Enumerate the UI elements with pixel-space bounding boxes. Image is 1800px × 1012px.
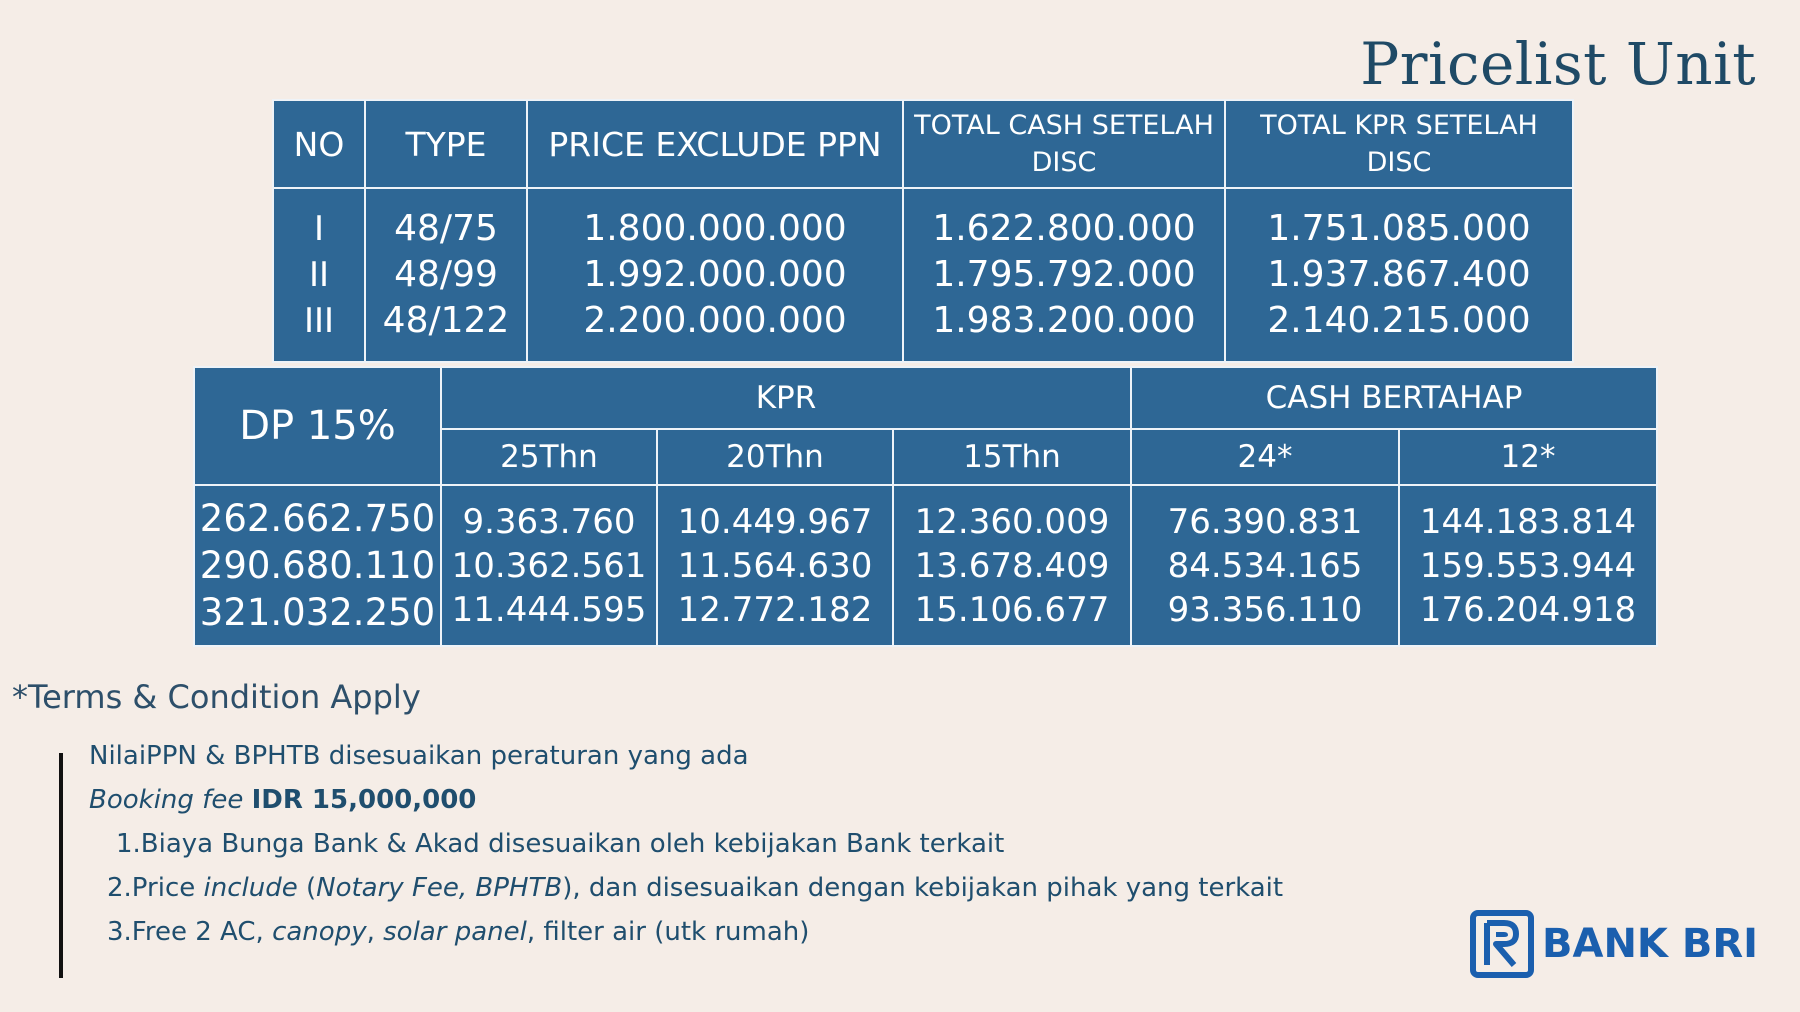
kpr25-column-values: 9.363.760 10.362.561 11.444.595 — [441, 485, 657, 646]
header-no: NO — [273, 100, 365, 188]
header-kpr-15: 15Thn — [893, 429, 1131, 485]
header-cash-24: 24* — [1131, 429, 1399, 485]
note-item-2: 2.Price include (Notary Fee, BPHTB), dan disesuaikan dengan kebijakan pihak yang terkait — [107, 873, 1284, 903]
kpr20-column-values: 10.449.967 11.564.630 12.772.182 — [657, 485, 893, 646]
bank-bri-logo — [1470, 910, 1758, 978]
header-type: TYPE — [365, 100, 527, 188]
header-total-cash: TOTAL CASH SETELAH DISC — [903, 100, 1225, 188]
header-kpr: KPR — [441, 367, 1131, 429]
price-table — [272, 99, 1574, 363]
note-ppn-bphtb: NilaiPPN & BPHTB disesuaikan peraturan yang ada — [89, 741, 749, 771]
payment-table — [193, 366, 1658, 647]
header-kpr-25: 25Thn — [441, 429, 657, 485]
header-cash-12: 12* — [1399, 429, 1657, 485]
type-column-values: 48/75 48/99 48/122 — [365, 188, 527, 362]
cash-column-values: 1.622.800.000 1.795.792.000 1.983.200.000 — [903, 188, 1225, 362]
no-column-values: I II III — [273, 188, 365, 362]
cash12-column-values: 144.183.814 159.553.944 176.204.918 — [1399, 485, 1657, 646]
header-total-kpr: TOTAL KPR SETELAH DISC — [1225, 100, 1573, 188]
header-kpr-20: 20Thn — [657, 429, 893, 485]
cash24-column-values: 76.390.831 84.534.165 93.356.110 — [1131, 485, 1399, 646]
bri-logo-icon — [1470, 910, 1534, 978]
price-column-values: 1.800.000.000 1.992.000.000 2.200.000.000 — [527, 188, 903, 362]
terms-heading: *Terms & Condition Apply — [12, 678, 421, 716]
page-title: Pricelist Unit — [1360, 30, 1756, 98]
header-cash-bertahap: CASH BERTAHAP — [1131, 367, 1657, 429]
dp-column-values: 262.662.750 290.680.110 321.032.250 — [194, 485, 441, 646]
header-price: PRICE EXCLUDE PPN — [527, 100, 903, 188]
terms-notes — [89, 734, 1283, 954]
note-item-1: 1.Biaya Bunga Bank & Akad disesuaikan oleh kebijakan Bank terkait — [116, 829, 1005, 859]
note-item-3: 3.Free 2 AC, canopy, solar panel, filter air (utk rumah) — [107, 917, 810, 947]
kpr-column-values: 1.751.085.000 1.937.867.400 2.140.215.000 — [1225, 188, 1573, 362]
note-booking-fee: Booking fee IDR 15,000,000 — [89, 785, 477, 815]
header-dp: DP 15% — [194, 367, 441, 485]
bank-bri-wordmark: BANK BRI — [1542, 921, 1759, 967]
kpr15-column-values: 12.360.009 13.678.409 15.106.677 — [893, 485, 1131, 646]
vertical-divider — [59, 753, 63, 978]
